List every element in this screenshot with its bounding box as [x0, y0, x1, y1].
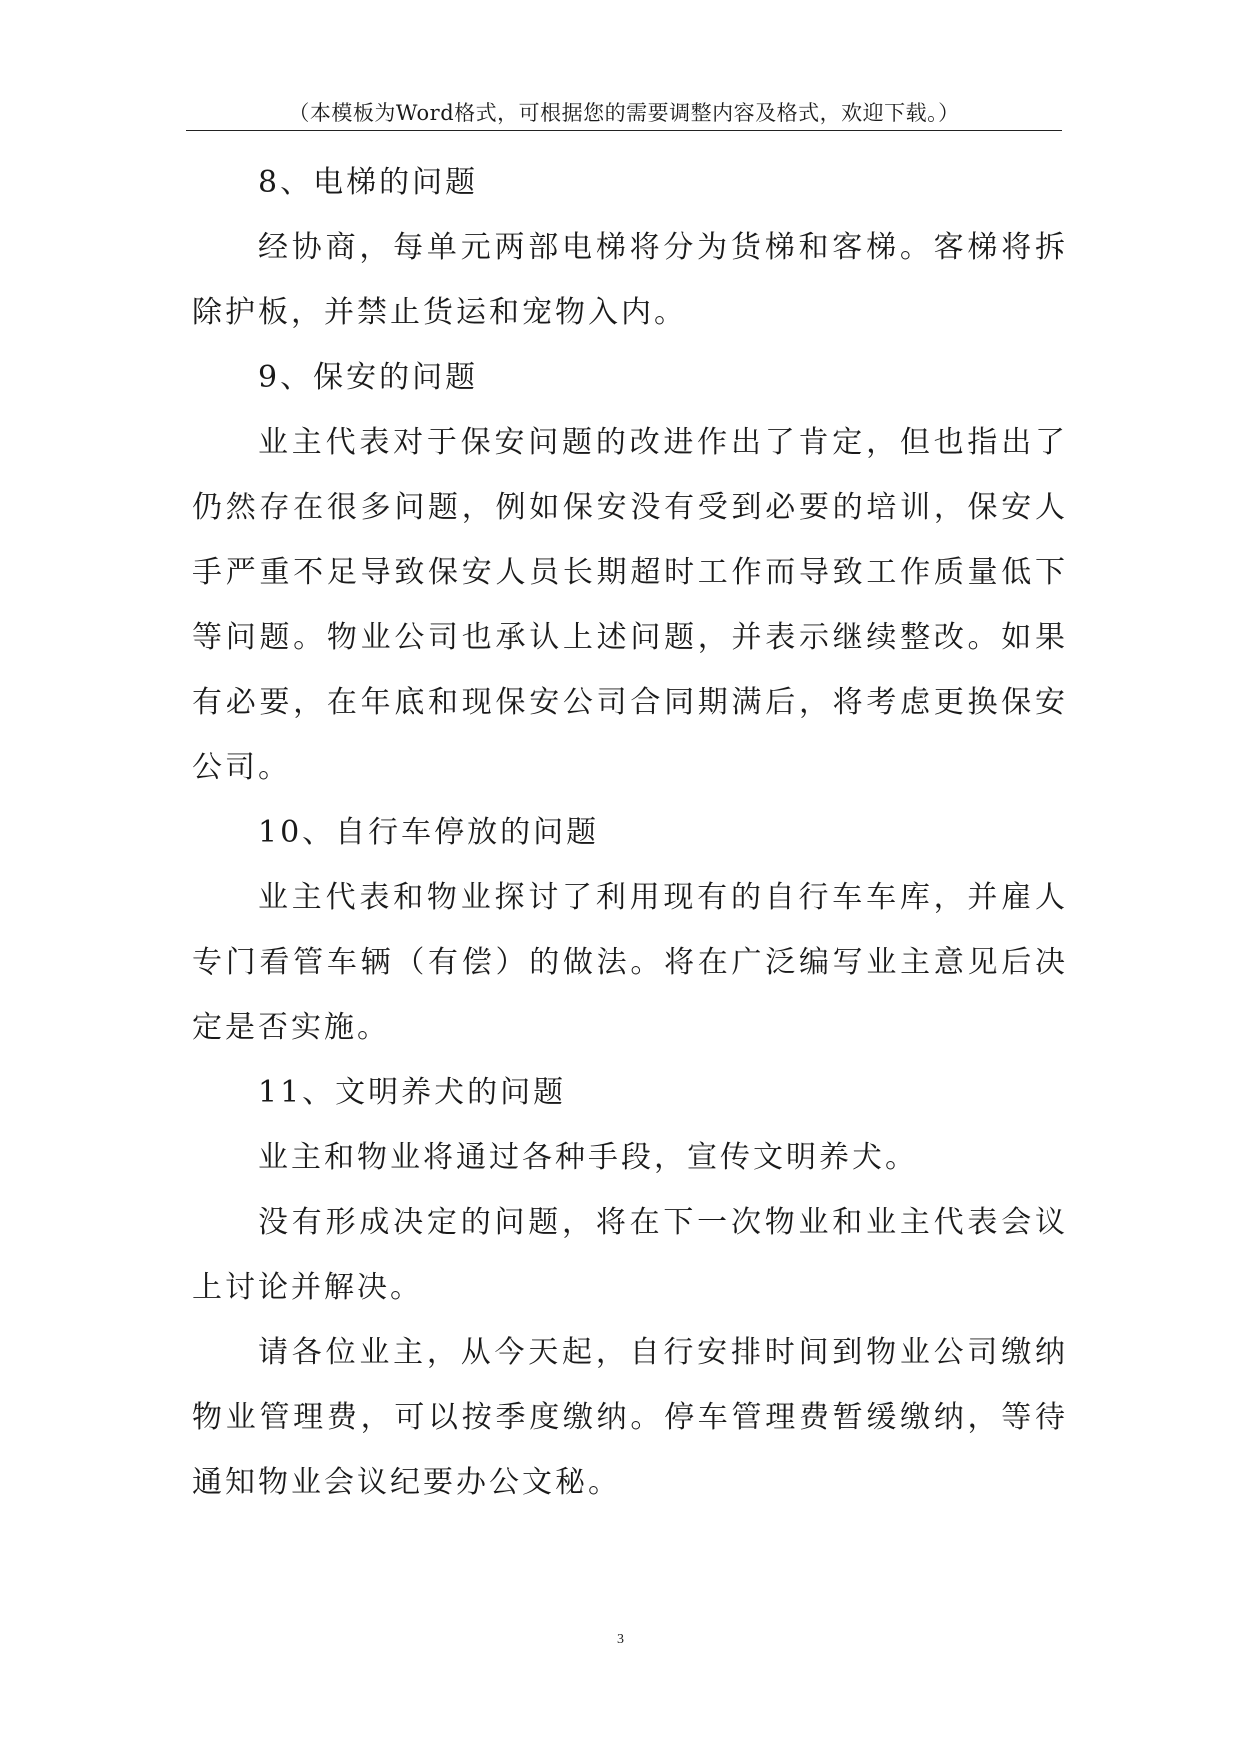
paragraph-bicycle: 业主代表和物业探讨了利用现有的自行车车库，并雇人专门看管车辆（有偿）的做法。将在广泛编写业主意见后决定是否实施。 [192, 880, 1068, 1045]
paragraph-security: 业主代表对于保安问题的改进作出了肯定，但也指出了仍然存在很多问题，例如保安没有受到必要的培训，保安人手严重不足导致保安人员长期超时工作而导致工作质量低下等问题。物业公司也承认上述问题，并表示继续整改。如果有必要，在年底和现保安公司合同期满后，将考虑更换保安公司。 [192, 425, 1068, 785]
paragraph-dogs: 业主和物业将通过各种手段，宣传文明养犬。 [258, 1140, 918, 1175]
page-header-note: （本模板为Word格式，可根据您的需要调整内容及格式，欢迎下载。） [288, 101, 960, 125]
document-body [192, 150, 1068, 1515]
section-heading-dogs: 11、文明养犬的问题 [258, 1075, 567, 1110]
paragraph-elevator: 经协商，每单元两部电梯将分为货梯和客梯。客梯将拆除护板，并禁止货运和宠物入内。 [192, 230, 1068, 330]
paragraph-fees: 请各位业主，从今天起，自行安排时间到物业公司缴纳物业管理费，可以按季度缴纳。停车管理费暂缓缴纳，等待通知物业会议纪要办公文秘。 [192, 1335, 1068, 1500]
paragraph-undecided: 没有形成决定的问题，将在下一次物业和业主代表会议上讨论并解决。 [192, 1205, 1068, 1305]
section-heading-bicycle: 10、自行车停放的问题 [258, 815, 600, 850]
section-heading-security: 9、保安的问题 [258, 360, 479, 395]
section-heading-elevator: 8、电梯的问题 [258, 165, 479, 200]
page-number: 3 [617, 1632, 624, 1647]
header-divider [186, 130, 1062, 131]
